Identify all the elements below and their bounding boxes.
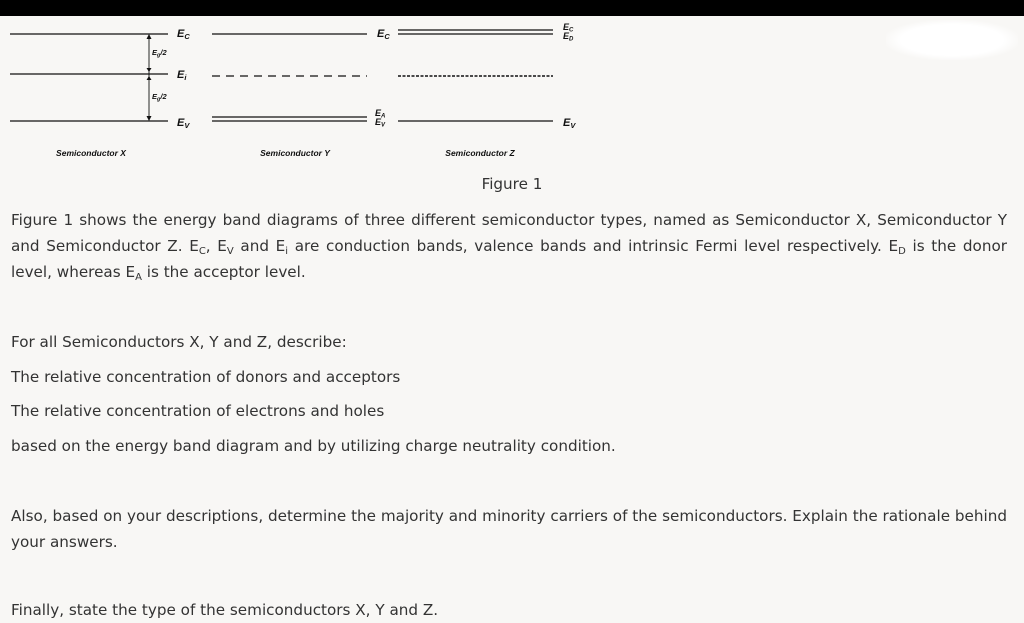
white-smudge: [886, 20, 1018, 60]
y-ev-label: EV: [375, 117, 386, 129]
question-item-electrons-holes: The relative concentration of electrons and holes: [11, 402, 385, 420]
panel-name-y: Semiconductor Y: [260, 148, 330, 158]
question-item-donors-acceptors: The relative concentration of donors and acceptors: [11, 368, 401, 386]
panel-semiconductor-x: [10, 28, 190, 158]
x-half-gap-upper: $E_g/2$: [152, 48, 167, 59]
band-diagram-svg: [0, 16, 1024, 186]
figure-description: Figure 1 shows the energy band diagrams of three different semiconductor types, named as Semiconductor X, Semiconductor Y and Semiconductor Z. $E_C$, $E_V$ and $E_i$ are conduction bands, valence bands and intrinsic Fermi level respectively. $E_D$ is the donor level, whereas $E_A$ is the acceptor level.: [11, 211, 1007, 283]
energy-band-figure: [0, 16, 1024, 186]
x-ei-label: Ei: [177, 69, 187, 82]
panel-semiconductor-y: [212, 28, 390, 158]
panel-name-z: Semiconductor Z: [445, 148, 515, 158]
x-arrowhead-bottom: [147, 116, 152, 121]
figure-caption: Figure 1: [481, 175, 543, 193]
x-ec-label: EC: [177, 28, 190, 41]
x-arrowhead-mid-up: [147, 68, 152, 72]
z-ec-label: EC: [563, 22, 574, 34]
x-half-gap-lower: $E_g/2$: [152, 92, 167, 103]
z-ev-label: EV: [563, 117, 576, 130]
x-ev-label: EV: [177, 117, 190, 130]
question-majority-minority: Also, based on your descriptions, determine the majority and minority carriers of the semiconductors. Explain the rationale behind your answers.: [11, 507, 1007, 551]
question-intro: For all Semiconductors X, Y and Z, describe:: [11, 333, 347, 351]
y-ec-label: EC: [377, 28, 390, 41]
question-sheet: [0, 16, 1024, 623]
panel-name-x: Semiconductor X: [56, 148, 126, 158]
x-arrowhead-top: [147, 34, 152, 39]
z-ed-label: ED: [563, 31, 574, 43]
question-final: Finally, state the type of the semiconductors X, Y and Z.: [11, 601, 439, 619]
y-ea-label: EA: [375, 108, 386, 120]
question-basis: based on the energy band diagram and by utilizing charge neutrality condition.: [11, 437, 616, 455]
panel-semiconductor-z: [398, 22, 576, 158]
x-arrowhead-mid-down: [147, 76, 152, 80]
